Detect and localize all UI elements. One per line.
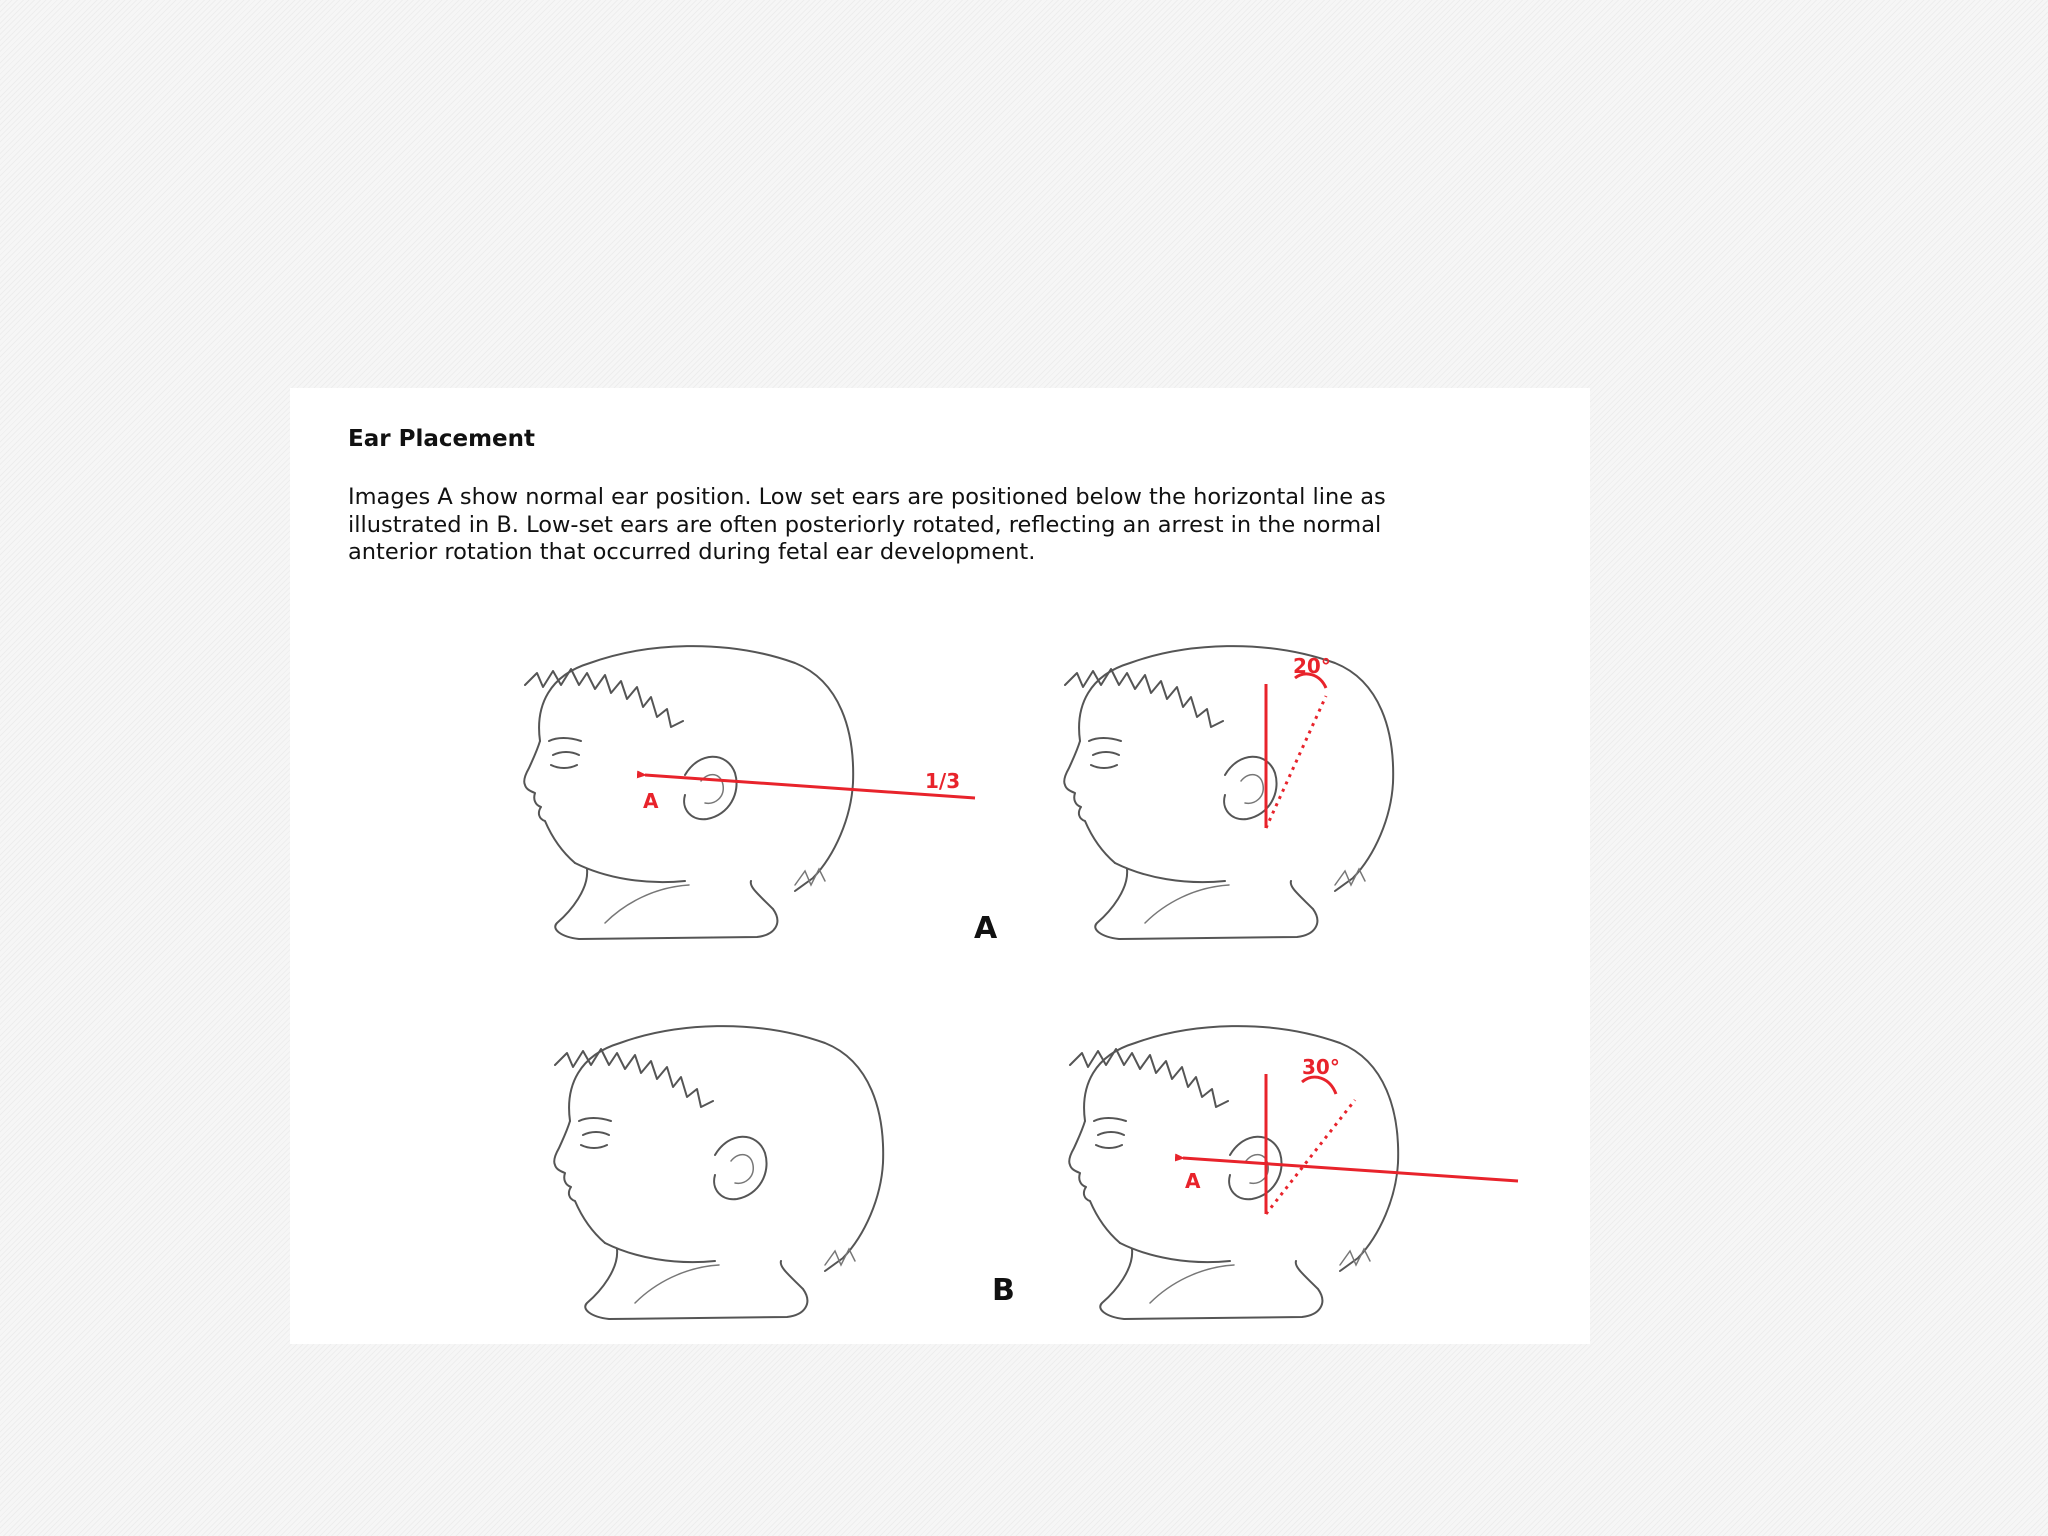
panel-label-a: A [974,911,998,946]
ear-placement-figure [290,388,1590,1344]
panel-label-b: B [992,1273,1015,1308]
panel-b-left-head [554,1026,883,1319]
angle-arc-b [1302,1077,1336,1094]
horizontal-line-b [1183,1158,1518,1181]
rotated-line-b [1266,1100,1355,1214]
head-illustrations [290,388,1590,1344]
panel-a-left-head [524,646,975,939]
panel-a-right-head [1064,646,1393,939]
figure-title: Ear Placement [348,426,536,452]
rotated-line-a [1266,696,1326,828]
point-label-b: A [1185,1169,1201,1193]
panel-b-right-head [1069,1026,1518,1319]
figure-caption: Images A show normal ear position. Low set ears are positioned below the horizontal line as illustrated in B. Low-set ears are often posteriorly rotated, reflecting an arrest in the normal anterior rotation that occurred during fetal ear development. [348,484,1386,565]
angle-label-b: 30° [1302,1055,1340,1079]
point-label-a: A [643,789,659,813]
fraction-label-a: 1/3 [925,769,961,793]
angle-label-a: 20° [1293,654,1331,678]
